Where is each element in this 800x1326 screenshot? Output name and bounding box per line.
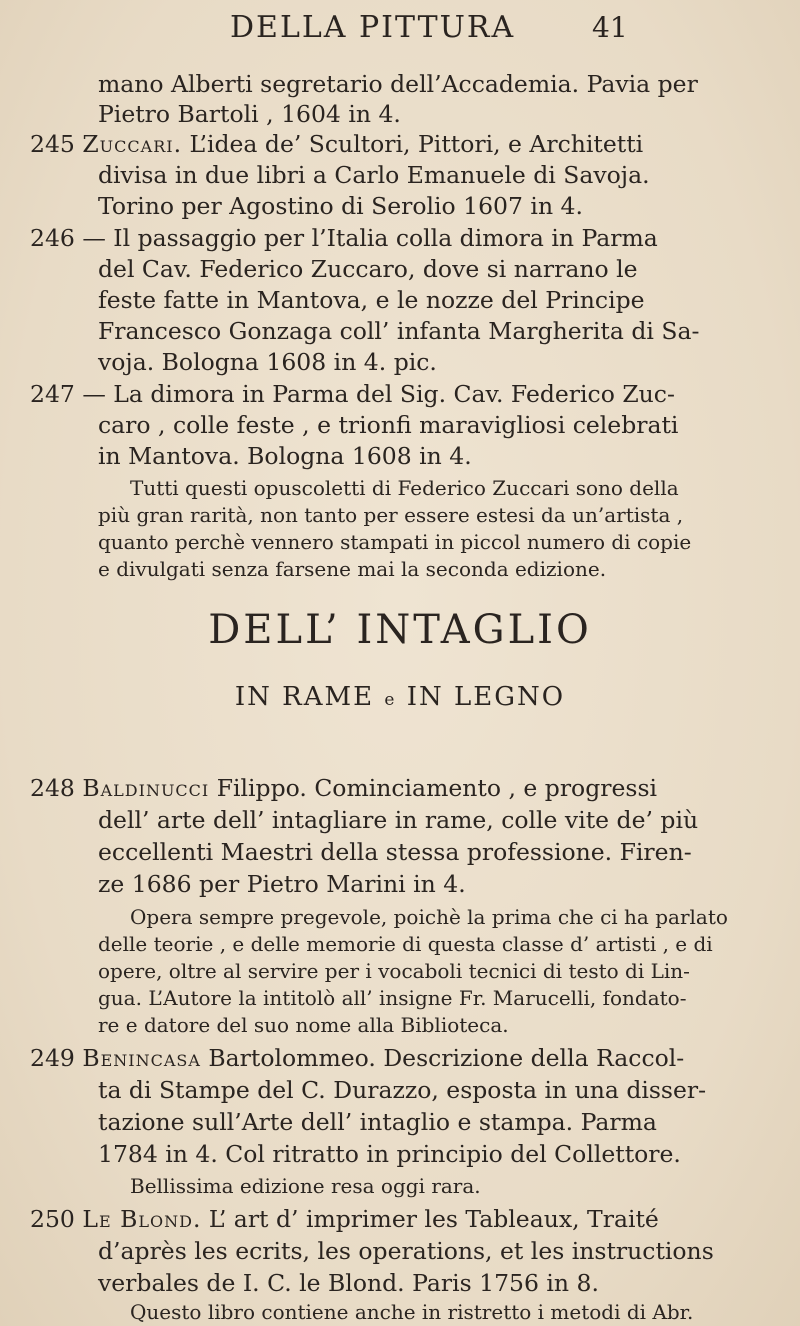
- entry-249-note-1: Bellissima edizione resa oggi rara.: [130, 1174, 481, 1198]
- section-title: DELL’ INTAGLIO: [208, 607, 592, 653]
- entry-number: 248: [30, 774, 75, 802]
- entry-author: Baldinucci: [82, 774, 210, 802]
- entry-number: 249: [30, 1044, 75, 1072]
- entry-246-line-3: feste fatte in Mantova, e le nozze del Principe: [98, 286, 645, 314]
- entry-number: 246: [30, 224, 75, 252]
- section-subtitle-conjunction: e: [384, 690, 397, 710]
- entry-250-line-2: d’après les ecrits, les operations, et les instructions: [98, 1237, 714, 1265]
- entry-250-line-1: [30, 1203, 659, 1235]
- entry-248-note-3: opere, oltre al servire per i vocaboli tecnici di testo di Lin-: [98, 959, 690, 983]
- entry-author: Le Blond.: [82, 1205, 202, 1233]
- entry-number: 245: [30, 130, 75, 158]
- entry-246-line-4: Francesco Gonzaga coll’ infanta Margherita di Sa-: [98, 317, 700, 345]
- page-number: 41: [592, 11, 628, 44]
- entry-text: L’ art d’ imprimer les Tableaux, Traité: [201, 1205, 659, 1233]
- entry-245-line-2: divisa in due libri a Carlo Emanuele di Savoja.: [98, 161, 650, 189]
- entry-text: Filippo. Cominciamento , e progressi: [209, 774, 658, 802]
- entry-text: — La dimora in Parma del Sig. Cav. Federico Zuc-: [74, 380, 675, 408]
- entry-247-line-1: [30, 378, 675, 410]
- entry-248-line-1: [30, 772, 657, 804]
- entry-245-line-1: [30, 128, 643, 160]
- entry-248-note-5: re e datore del suo nome alla Biblioteca.: [98, 1013, 509, 1037]
- page-header: [0, 8, 800, 48]
- entry-246-line-5: voja. Bologna 1608 in 4. pic.: [98, 348, 437, 376]
- entry-247-note-3: quanto perchè vennero stampati in piccol numero di copie: [98, 530, 692, 554]
- entry-244-line-2: Pietro Bartoli , 1604 in 4.: [98, 100, 401, 128]
- entry-250-line-3: verbales de I. C. le Blond. Paris 1756 in 8.: [98, 1269, 599, 1297]
- section-subtitle: [0, 680, 800, 717]
- entry-245-line-3: Torino per Agostino di Serolio 1607 in 4.: [98, 192, 583, 220]
- entry-248-note-1: Opera sempre pregevole, poichè la prima che ci ha parlato: [130, 905, 728, 929]
- entry-249-line-3: tazione sull’Arte dell’ intaglio e stampa. Parma: [98, 1108, 657, 1136]
- running-title: DELLA PITTURA: [230, 10, 516, 45]
- section-subtitle-part-a: IN RAME: [234, 682, 385, 712]
- entry-248-line-3: eccellenti Maestri della stessa professione. Firen-: [98, 838, 692, 866]
- entry-247-line-3: in Mantova. Bologna 1608 in 4.: [98, 442, 472, 470]
- section-subtitle-part-b: IN LEGNO: [396, 682, 566, 712]
- entry-248-line-4: ze 1686 per Pietro Marini in 4.: [98, 870, 466, 898]
- entry-249-line-2: ta di Stampe del C. Durazzo, esposta in una disser-: [98, 1076, 707, 1104]
- entry-246-line-1: [30, 222, 658, 254]
- entry-text: — Il passaggio per l’Italia colla dimora in Parma: [74, 224, 658, 252]
- entry-248-line-2: dell’ arte dell’ intagliare in rame, colle vite de’ più: [98, 806, 699, 834]
- entry-247-note-4: e divulgati senza farsene mai la seconda edizione.: [98, 557, 607, 581]
- entry-249-line-4: 1784 in 4. Col ritratto in principio del Collettore.: [98, 1140, 681, 1168]
- entry-number: 250: [30, 1205, 75, 1233]
- entry-247-note-1: Tutti questi opuscoletti di Federico Zuccari sono della: [130, 476, 679, 500]
- entry-246-line-2: del Cav. Federico Zuccaro, dove si narrano le: [98, 255, 638, 283]
- entry-244-line-1: mano Alberti segretario dell’Accademia. Pavia per: [98, 70, 698, 98]
- entry-number: 247: [30, 380, 75, 408]
- entry-author: Zuccari.: [82, 130, 183, 158]
- entry-author: Benincasa: [82, 1044, 201, 1072]
- entry-248-note-2: delle teorie , e delle memorie di questa classe d’ artisti , e di: [98, 932, 713, 956]
- entry-250-note-1: Questo libro contiene anche in ristretto i metodi di Abr.: [130, 1300, 694, 1324]
- entry-248-note-4: gua. L’Autore la intitolò all’ insigne Fr. Marucelli, fondato-: [98, 986, 687, 1010]
- entry-247-line-2: caro , colle feste , e trionfi maravigliosi celebrati: [98, 411, 679, 439]
- entry-text: Bartolommeo. Descrizione della Raccol-: [200, 1044, 685, 1072]
- entry-247-note-2: più gran rarità, non tanto per essere estesi da un’artista ,: [98, 503, 684, 527]
- entry-text: L’idea de’ Scultori, Pittori, e Architetti: [182, 130, 644, 158]
- entry-249-line-1: [30, 1042, 684, 1074]
